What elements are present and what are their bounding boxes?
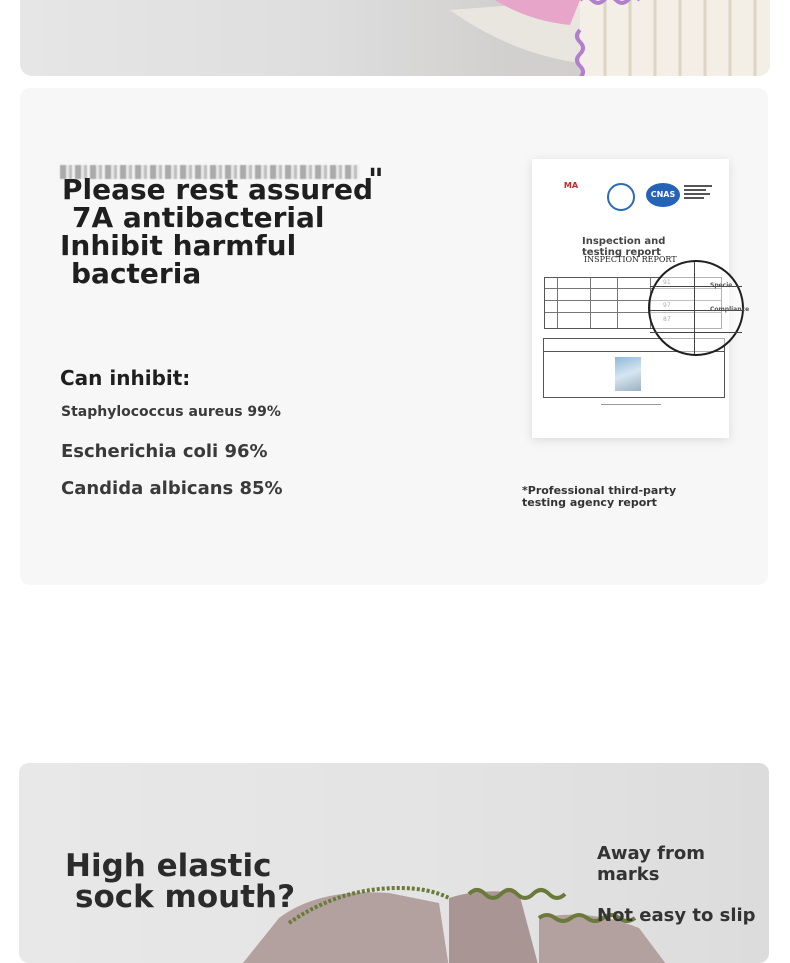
cnas-logo: CNAS	[646, 183, 680, 207]
testing-agency-footnote: *Professional third-party testing agency report	[522, 484, 677, 509]
cma-logo	[554, 181, 588, 211]
elastic-panel	[19, 763, 769, 963]
headline-line-2: 7A antibacterial	[72, 201, 325, 234]
inhibit-title: Can inhibit:	[60, 366, 191, 390]
elastic-features	[597, 843, 769, 946]
product-photo-top	[20, 0, 770, 76]
seal-logo	[607, 183, 635, 211]
inhibit-item-staphylococcus: Staphylococcus aureus 99%	[61, 404, 281, 420]
inhibit-item-ecoli: Escherichia coli 96%	[61, 441, 268, 462]
feature-away-from-marks: Away from marks	[597, 843, 705, 885]
elastic-headline	[65, 848, 296, 915]
magnified-compliance-label: Compliance	[710, 306, 750, 313]
headline-line-3: Inhibit harmful	[60, 229, 297, 262]
magnified-specie-label: Specie	[710, 282, 733, 289]
headline-line-4: bacteria	[71, 257, 202, 290]
certificate-title: Inspection and testing report	[582, 236, 666, 258]
quote-marks: "	[368, 163, 386, 198]
sock-image-top	[430, 0, 770, 76]
feature-not-easy-to-slip: Not easy to slip	[597, 905, 756, 926]
magnifier-circle	[648, 260, 750, 356]
inhibit-item-candida: Candida albicans 85%	[61, 478, 283, 499]
sample-photo	[615, 357, 641, 391]
cnas-logo-caption	[684, 183, 718, 201]
elastic-line-2: sock mouth?	[75, 879, 296, 915]
certificate-title-english: INSPECTION REPORT	[584, 255, 677, 264]
antibacterial-panel	[20, 88, 768, 585]
elastic-line-1: High elastic	[65, 848, 272, 884]
antibacterial-headline	[60, 173, 374, 290]
headline-line-1: Please rest assured	[62, 173, 374, 206]
certificate-footer	[532, 404, 729, 405]
cma-logo-text: MA	[563, 181, 579, 190]
